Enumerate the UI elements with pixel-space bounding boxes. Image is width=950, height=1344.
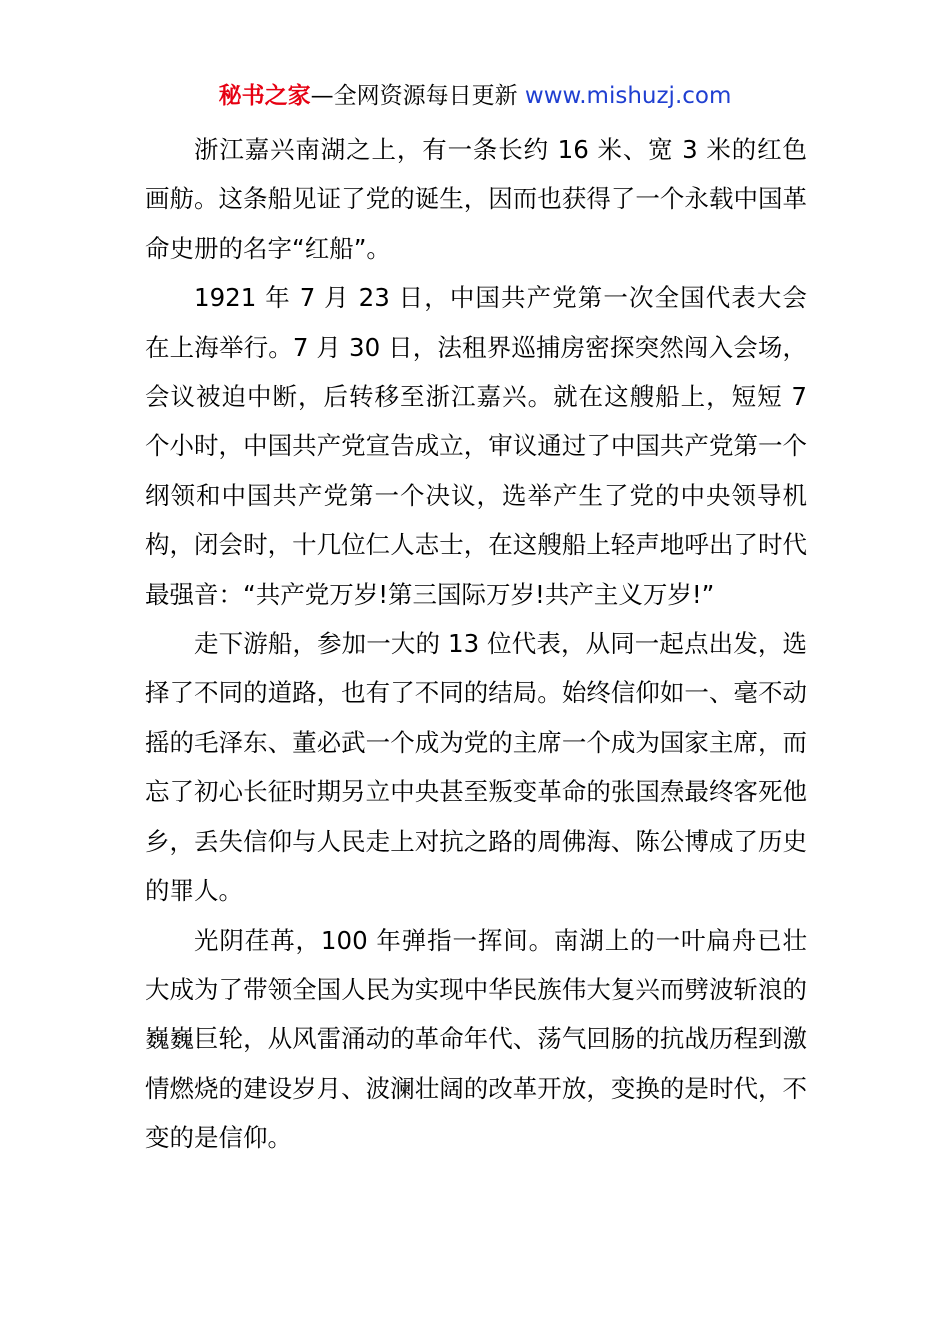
paragraph: 浙江嘉兴南湖之上，有一条长约 16 米、宽 3 米的红色画舫。这条船见证了党的诞生，因而也获得了一个永载中国革命史册的名字“红船”。 [145,135,807,263]
paragraph: 光阴荏苒，100 年弹指一挥间。南湖上的一叶扁舟已壮大成为了带领全国人民为实现中华民族伟大复兴而劈波斩浪的巍巍巨轮，从风雷涌动的革命年代、荡气回肠的抗战历程到激情燃烧的建设岁月、波澜壮阔的改革开放，变换的是时代，不变的是信仰。 [145,925,807,1153]
paragraph: 1921 年 7 月 23 日，中国共产党第一次全国代表大会在上海举行。7 月 30 日，法租界巡捕房密探突然闯入会场，会议被迫中断，后转移至浙江嘉兴。就在这艘船上，短短 7 个小时，中国共产党宣告成立，审议通过了中国共产党第一个纲领和中国共产党第一个决议，选举产生了党的中央领导机构，闭会时，十几位仁人志士，在这艘船上轻声地呼出了时代最强音：“共产党万岁!第三国际万岁!共产主义万岁!” [145,283,807,609]
article-body [145,125,807,1163]
brand-name: 秘书之家 [218,83,311,109]
site-url-link[interactable]: www.mishuzj.com [524,83,732,109]
header-tagline: —全网资源每日更新 [310,83,525,109]
paragraph: 走下游船，参加一大的 13 位代表，从同一起点出发，选择了不同的道路，也有了不同的结局。始终信仰如一、毫不动摇的毛泽东、董必武一个成为党的主席一个成为国家主席，而忘了初心长征时期另立中央甚至叛变革命的张国焘最终客死他乡，丢失信仰与人民走上对抗之路的周佛海、陈公博成了历史的罪人。 [145,629,807,906]
page-header [0,80,950,112]
